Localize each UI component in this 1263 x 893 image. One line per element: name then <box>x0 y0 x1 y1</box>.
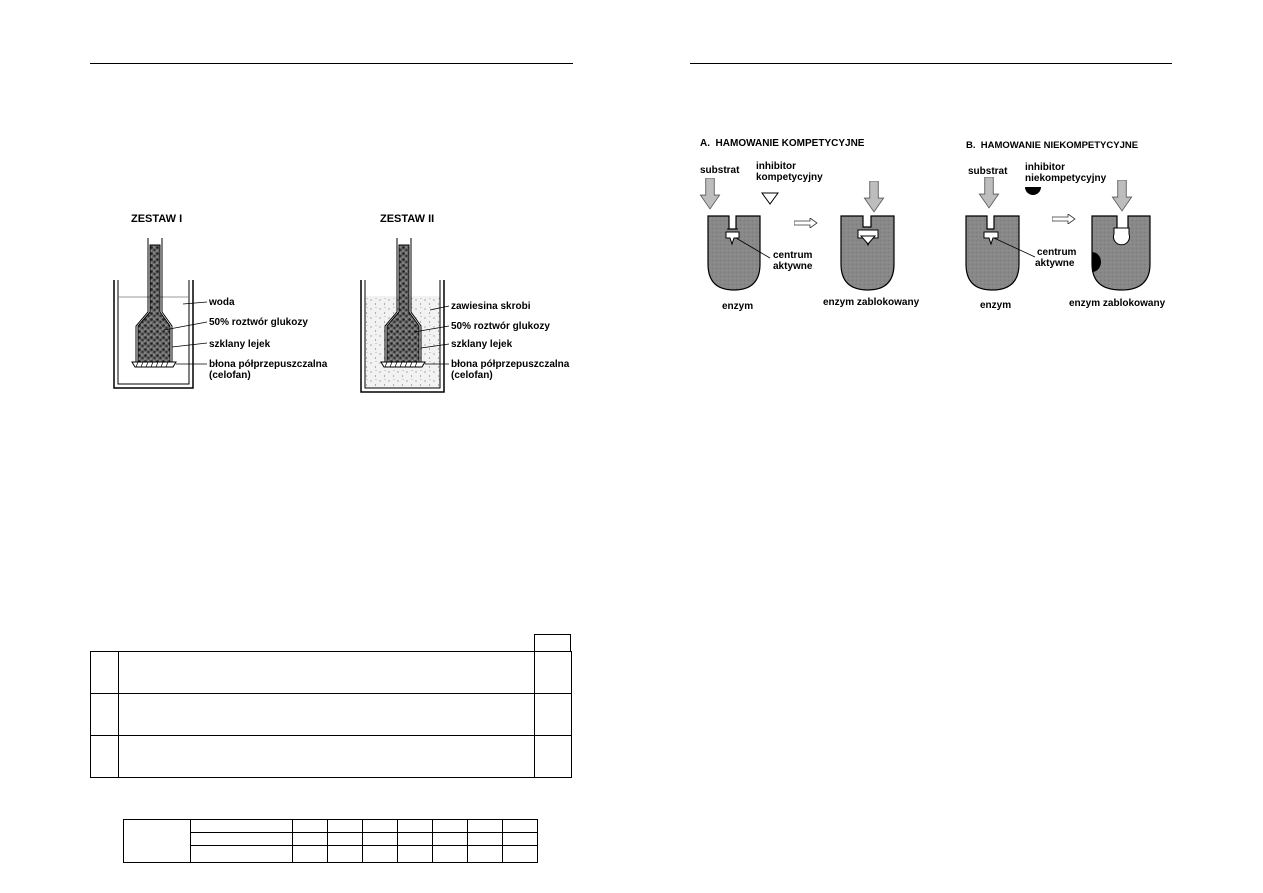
set1-label-membrane-note: (celofan) <box>209 370 251 381</box>
set1-title: ZESTAW I <box>131 213 183 225</box>
answer-score-cell <box>534 694 571 736</box>
noncompetitive-active-site-label-1: centrum <box>1037 247 1077 258</box>
data-table-cell[interactable] <box>398 846 433 863</box>
data-table-cell[interactable] <box>398 820 433 833</box>
data-table-cell[interactable] <box>433 833 468 846</box>
answer-table <box>90 651 572 778</box>
data-table-cell[interactable] <box>328 846 363 863</box>
set2-label-funnel: szklany lejek <box>451 339 513 350</box>
noncompetitive-inhibitor-label-1: inhibitor <box>1025 162 1065 173</box>
competitive-enzyme <box>708 216 760 290</box>
noncompetitive-inhibitor-icon <box>1025 187 1041 195</box>
noncompetitive-enzyme-label: enzym <box>980 300 1012 311</box>
data-table <box>123 819 538 863</box>
data-table-cell[interactable] <box>468 820 503 833</box>
data-table-cell[interactable] <box>398 833 433 846</box>
right-page <box>632 0 1263 893</box>
answer-row-number-cell <box>91 694 119 736</box>
answer-row-number-cell <box>91 736 119 778</box>
set2-label-membrane: błona półprzepuszczalna <box>451 359 570 370</box>
set1-label-funnel: szklany lejek <box>209 339 271 350</box>
data-table-cell[interactable] <box>433 820 468 833</box>
data-table-cell[interactable] <box>328 820 363 833</box>
answer-text-cell[interactable] <box>119 736 535 778</box>
data-table-label-cell <box>191 820 293 833</box>
competitive-inhibitor-icon <box>762 193 778 204</box>
data-table-cell[interactable] <box>363 820 398 833</box>
data-table-cell[interactable] <box>293 820 328 833</box>
data-table-cell[interactable] <box>503 820 538 833</box>
set1-label-water: woda <box>209 297 235 308</box>
answer-row-number-cell <box>91 652 119 694</box>
noncompetitive-title: B. HAMOWANIE NIEKOMPETYCYJNE <box>966 140 1139 151</box>
noncompetitive-substrate-arrow-icon <box>979 177 998 208</box>
data-table-cell[interactable] <box>468 846 503 863</box>
answer-score-cell <box>534 736 571 778</box>
competitive-transition-arrow-icon <box>794 218 817 228</box>
competitive-enzyme-label: enzym <box>722 301 754 312</box>
data-table-cell[interactable] <box>293 833 328 846</box>
score-box <box>534 634 571 651</box>
data-table-row <box>124 820 538 833</box>
noncompetitive-transition-arrow-icon <box>1052 214 1075 224</box>
competitive-enzyme-blocked <box>841 216 894 290</box>
set2-label-membrane-note: (celofan) <box>451 370 493 381</box>
data-table-cell[interactable] <box>363 846 398 863</box>
noncompetitive-enzyme-blocked <box>1092 216 1150 290</box>
answer-row <box>91 652 572 694</box>
set2-title: ZESTAW II <box>380 213 435 225</box>
data-table-cell[interactable] <box>503 833 538 846</box>
competitive-substrate-arrow-icon <box>700 178 719 209</box>
answer-row <box>91 694 572 736</box>
data-table-label-cell <box>191 833 293 846</box>
competitive-active-site-label-1: centrum <box>773 250 813 261</box>
competitive-active-site-label-2: aktywne <box>773 261 813 272</box>
answer-text-cell[interactable] <box>119 694 535 736</box>
noncompetitive-blocked-arrow-icon <box>1112 180 1131 211</box>
competitive-inhibitor-label-1: inhibitor <box>756 161 796 172</box>
osmosis-experiment-diagram <box>0 0 632 420</box>
data-table-cell[interactable] <box>468 833 503 846</box>
noncompetitive-active-site-label-2: aktywne <box>1035 258 1075 269</box>
data-table-header-cell <box>124 820 191 863</box>
data-table-cell[interactable] <box>363 833 398 846</box>
noncompetitive-blocked-label: enzym zablokowany <box>1069 298 1166 309</box>
data-table-cell[interactable] <box>293 846 328 863</box>
set2-apparatus <box>361 238 444 392</box>
set2-label-glucose: 50% roztwór glukozy <box>451 321 550 332</box>
competitive-substrate-label: substrat <box>700 165 740 176</box>
data-table-label-cell <box>191 846 293 863</box>
answer-row <box>91 736 572 778</box>
set2-label-starch: zawiesina skrobi <box>451 301 531 312</box>
set1-apparatus <box>114 238 193 388</box>
data-table-cell[interactable] <box>328 833 363 846</box>
answer-score-cell <box>534 652 571 694</box>
noncompetitive-substrate-label: substrat <box>968 166 1008 177</box>
competitive-blocked-label: enzym zablokowany <box>823 297 920 308</box>
data-table-cell[interactable] <box>503 846 538 863</box>
competitive-blocked-arrow-icon <box>864 181 883 212</box>
noncompetitive-enzyme <box>966 216 1019 290</box>
competitive-inhibitor-label-2: kompetycyjny <box>756 172 823 183</box>
competitive-title: A. HAMOWANIE KOMPETYCYJNE <box>700 138 865 149</box>
noncompetitive-inhibitor-label-2: niekompetycyjny <box>1025 173 1107 184</box>
set1-label-glucose: 50% roztwór glukozy <box>209 317 308 328</box>
set1-label-membrane: błona półprzepuszczalna <box>209 359 328 370</box>
answer-text-cell[interactable] <box>119 652 535 694</box>
data-table-cell[interactable] <box>433 846 468 863</box>
